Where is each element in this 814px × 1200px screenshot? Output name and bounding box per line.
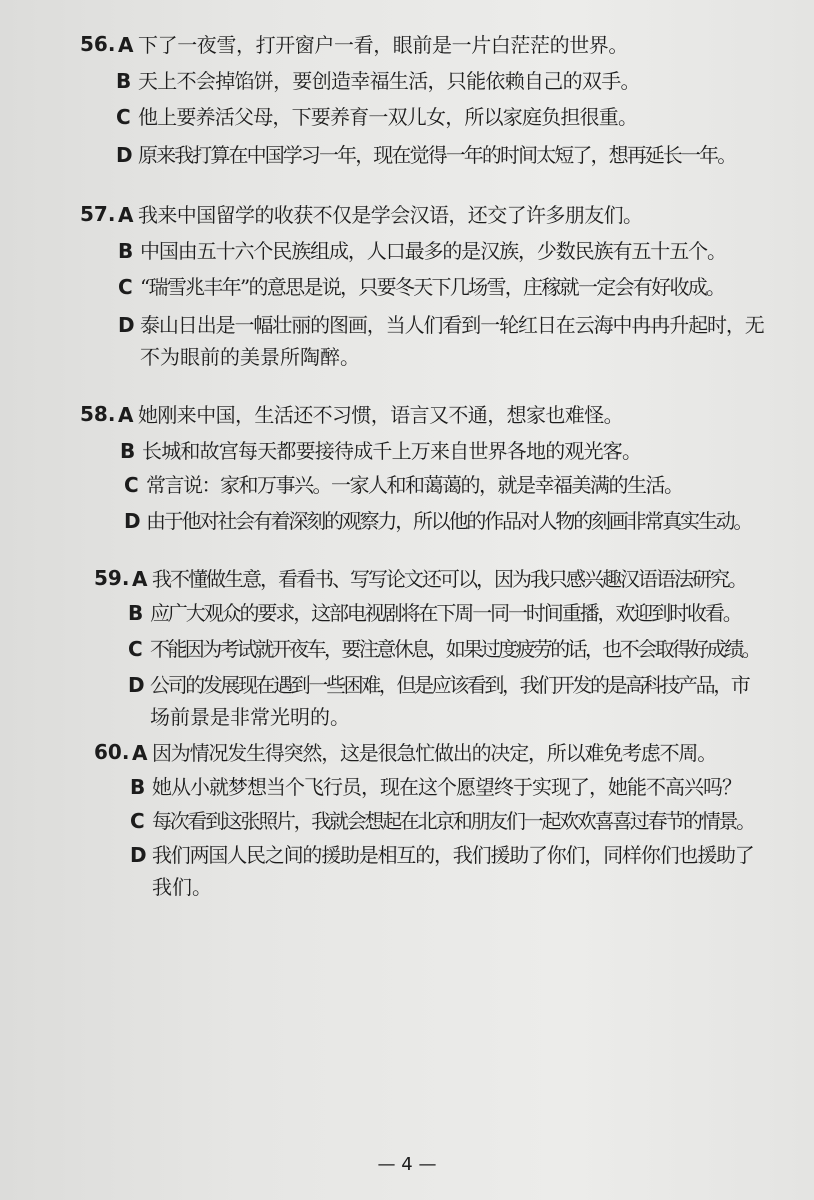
option-letter: B [118,239,134,263]
option-letter: B [120,439,136,463]
option-text: 我们两国人民之间的援助是相互的，我们援助了你们，同样你们也援助了 [152,843,754,867]
option-letter: A [118,33,134,57]
option-letter: C [116,105,131,129]
option-text: 场前景是非常光明的。 [150,705,350,729]
option-letter: A [132,567,148,591]
option-letter: D [118,313,135,337]
question-number: 59. [94,566,130,590]
option-letter: A [118,203,134,227]
option-letter: D [116,143,133,167]
option-text: 我不懂做生意，看看书、写写论文还可以，因为我只感兴趣汉语语法研究。 [152,567,746,591]
option-letter: A [118,403,134,427]
option-letter: A [132,741,148,765]
option-letter: D [124,509,141,533]
option-letter: C [128,637,143,661]
option-text: 原来我打算在中国学习一年，现在觉得一年的时间太短了，想再延长一年。 [138,143,736,167]
option-text: 常言说：家和万事兴。一家人和和蔼蔼的，就是幸福美满的生活。 [146,473,683,497]
option-text: 因为情况发生得突然，这是很急忙做出的决定，所以难免考虑不周。 [152,741,716,765]
option-text: 她从小就梦想当个飞行员，现在这个愿望终于实现了，她能不高兴吗？ [152,775,741,799]
option-text: 下了一夜雪，打开窗户一看，眼前是一片白茫茫的世界。 [138,33,628,57]
page-number: — 4 — [377,1154,437,1175]
option-letter: C [124,473,139,497]
option-text: 每次看到这张照片，我就会想起在北京和朋友们一起欢欢喜喜过春节的情景。 [152,809,754,833]
option-text: 她刚来中国，生活还不习惯，语言又不通，想家也难怪。 [138,403,623,427]
option-text: 天上不会掉馅饼，要创造幸福生活，只能依赖自己的双手。 [138,69,640,93]
question-number: 57. [80,202,116,226]
option-letter: D [128,673,145,697]
question-number: 58. [80,402,116,426]
option-text: 泰山日出是一幅壮丽的图画，当人们看到一轮红日在云海中冉冉升起时，无 [140,313,764,337]
option-letter: D [130,843,147,867]
option-text: 不为眼前的美景所陶醉。 [140,345,360,369]
question-number: 56. [80,32,116,56]
option-letter: B [130,775,146,799]
option-text: 他上要养活父母，下要养育一双儿女，所以家庭负担很重。 [138,105,638,129]
option-text: 不能因为考试就开夜车，要注意休息，如果过度疲劳的话，也不会取得好成绩。 [150,637,759,661]
option-text: “瑞雪兆丰年”的意思是说，只要冬天下几场雪，庄稼就一定会有好收成。 [140,275,725,299]
option-text: 应广大观众的要求，这部电视剧将在下周一同一时间重播，欢迎到时收看。 [150,601,741,625]
option-text: 中国由五十六个民族组成，人口最多的是汉族，少数民族有五十五个。 [140,239,726,263]
option-text: 我来中国留学的收获不仅是学会汉语，还交了许多朋友们。 [138,203,643,227]
option-text: 公司的发展现在遇到一些困难，但是应该看到，我们开发的是高科技产品，市 [150,673,749,697]
option-letter: B [116,69,132,93]
option-letter: B [128,601,144,625]
option-letter: C [130,809,145,833]
question-number: 60. [94,740,130,764]
option-letter: C [118,275,133,299]
option-text: 由于他对社会有着深刻的观察力，所以他的作品对人物的刻画非常真实生动。 [146,509,752,533]
option-text: 长城和故宫每天都要接待成千上万来自世界各地的观光客。 [142,439,642,463]
option-text: 我们。 [152,875,212,899]
